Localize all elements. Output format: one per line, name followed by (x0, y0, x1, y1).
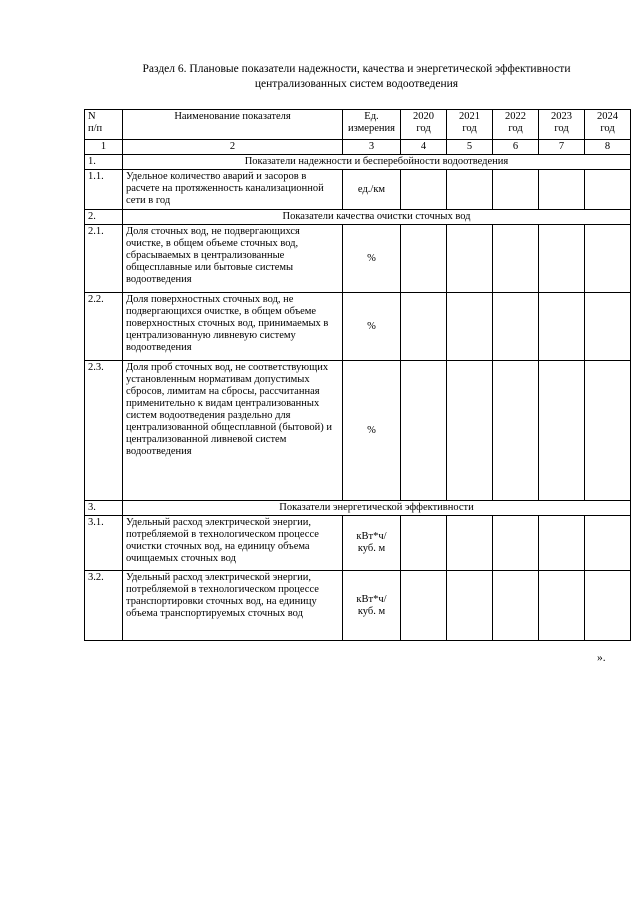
section-title-cell: Показатели качества очистки сточных вод (123, 210, 631, 225)
section-title (84, 62, 629, 92)
indicator-number: 3.1. (85, 516, 123, 571)
header-year-2020: 2020 год (401, 110, 447, 140)
header-year-2023: 2023 год (539, 110, 585, 140)
indicator-unit: % (343, 293, 401, 361)
indicator-number: 2.1. (85, 225, 123, 293)
year-value-cell (539, 516, 585, 571)
indicator-name: Удельный расход электрической энергии, потребляемой в технологическом процессе транспортировки сточных вод, на единицу объема транспортируемых сточных вод (123, 571, 343, 641)
year-value-cell (493, 170, 539, 210)
year-value-cell (493, 516, 539, 571)
header-num: N п/п (85, 110, 123, 140)
column-number: 8 (585, 140, 631, 155)
year-value-cell (539, 293, 585, 361)
header-unit: Ед. измерения (343, 110, 401, 140)
year-value-cell (401, 516, 447, 571)
header-name: Наименование показателя (123, 110, 343, 140)
year-value-cell (585, 225, 631, 293)
indicator-name: Доля сточных вод, не подвергающихся очистке, в общем объеме сточных вод, сбрасываемых в централизованные общесплавные или бытовые системы водоотведения (123, 225, 343, 293)
year-value-cell (585, 516, 631, 571)
indicator-row (85, 293, 631, 361)
column-number: 2 (123, 140, 343, 155)
header-year-2024: 2024 год (585, 110, 631, 140)
year-value-cell (447, 361, 493, 501)
indicator-row (85, 571, 631, 641)
indicator-name: Удельный расход электрической энергии, потребляемой в технологическом процессе очистки сточных вод, на единицу объема очищаемых сточных вод (123, 516, 343, 571)
indicator-row (85, 170, 631, 210)
section-number: 2. (85, 210, 123, 225)
year-value-cell (539, 170, 585, 210)
indicator-name: Удельное количество аварий и засоров в расчете на протяженность канализационной сети в год (123, 170, 343, 210)
section-row (85, 210, 631, 225)
year-value-cell (401, 361, 447, 501)
section-row (85, 155, 631, 170)
year-value-cell (585, 361, 631, 501)
column-number: 7 (539, 140, 585, 155)
year-value-cell (401, 571, 447, 641)
section-row (85, 501, 631, 516)
section-title-line-1: Раздел 6. Плановые показатели надежности, качества и энергетической эффективности (142, 63, 571, 75)
year-value-cell (447, 571, 493, 641)
indicators-table (84, 109, 631, 641)
indicator-name: Доля проб сточных вод, не соответствующих установленным нормативам допустимых сбросов, лимитам на сбросы, рассчитанная применительно к видам централизованных систем водоотведения раздельно для централизованной общесплавной (бытовой) и централизованной ливневой систем водоотведения (123, 361, 343, 501)
column-number: 6 (493, 140, 539, 155)
indicator-unit: % (343, 225, 401, 293)
year-value-cell (447, 293, 493, 361)
section-number: 3. (85, 501, 123, 516)
column-number: 3 (343, 140, 401, 155)
column-number: 5 (447, 140, 493, 155)
section-number: 1. (85, 155, 123, 170)
year-value-cell (447, 516, 493, 571)
year-value-cell (493, 361, 539, 501)
year-value-cell (401, 293, 447, 361)
year-value-cell (539, 225, 585, 293)
year-value-cell (401, 225, 447, 293)
year-value-cell (493, 225, 539, 293)
header-year-2021: 2021 год (447, 110, 493, 140)
year-value-cell (539, 571, 585, 641)
section-title-cell: Показатели надежности и бесперебойности водоотведения (123, 155, 631, 170)
column-number: 1 (85, 140, 123, 155)
indicator-row (85, 516, 631, 571)
year-value-cell (585, 571, 631, 641)
year-value-cell (447, 225, 493, 293)
indicator-number: 3.2. (85, 571, 123, 641)
indicator-number: 1.1. (85, 170, 123, 210)
year-value-cell (493, 293, 539, 361)
indicator-number: 2.3. (85, 361, 123, 501)
year-value-cell (585, 170, 631, 210)
closing-quote: ». (597, 652, 606, 664)
indicator-unit: ед./км (343, 170, 401, 210)
indicator-row (85, 225, 631, 293)
year-value-cell (401, 170, 447, 210)
column-number: 4 (401, 140, 447, 155)
indicator-row (85, 361, 631, 501)
section-title-cell: Показатели энергетической эффективности (123, 501, 631, 516)
header-year-2022: 2022 год (493, 110, 539, 140)
year-value-cell (493, 571, 539, 641)
column-numbers-row (85, 140, 631, 155)
indicators-table-body (85, 110, 631, 641)
indicator-number: 2.2. (85, 293, 123, 361)
header-row (85, 110, 631, 140)
indicator-unit: кВт*ч/ куб. м (343, 516, 401, 571)
indicator-unit: кВт*ч/ куб. м (343, 571, 401, 641)
indicator-name: Доля поверхностных сточных вод, не подвергающихся очистке, в общем объеме поверхностных сточных вод, принимаемых в централизованную ливневую систему водоотведения (123, 293, 343, 361)
year-value-cell (539, 361, 585, 501)
year-value-cell (585, 293, 631, 361)
year-value-cell (447, 170, 493, 210)
indicator-unit: % (343, 361, 401, 501)
section-title-line-2: централизованных систем водоотведения (254, 78, 459, 90)
